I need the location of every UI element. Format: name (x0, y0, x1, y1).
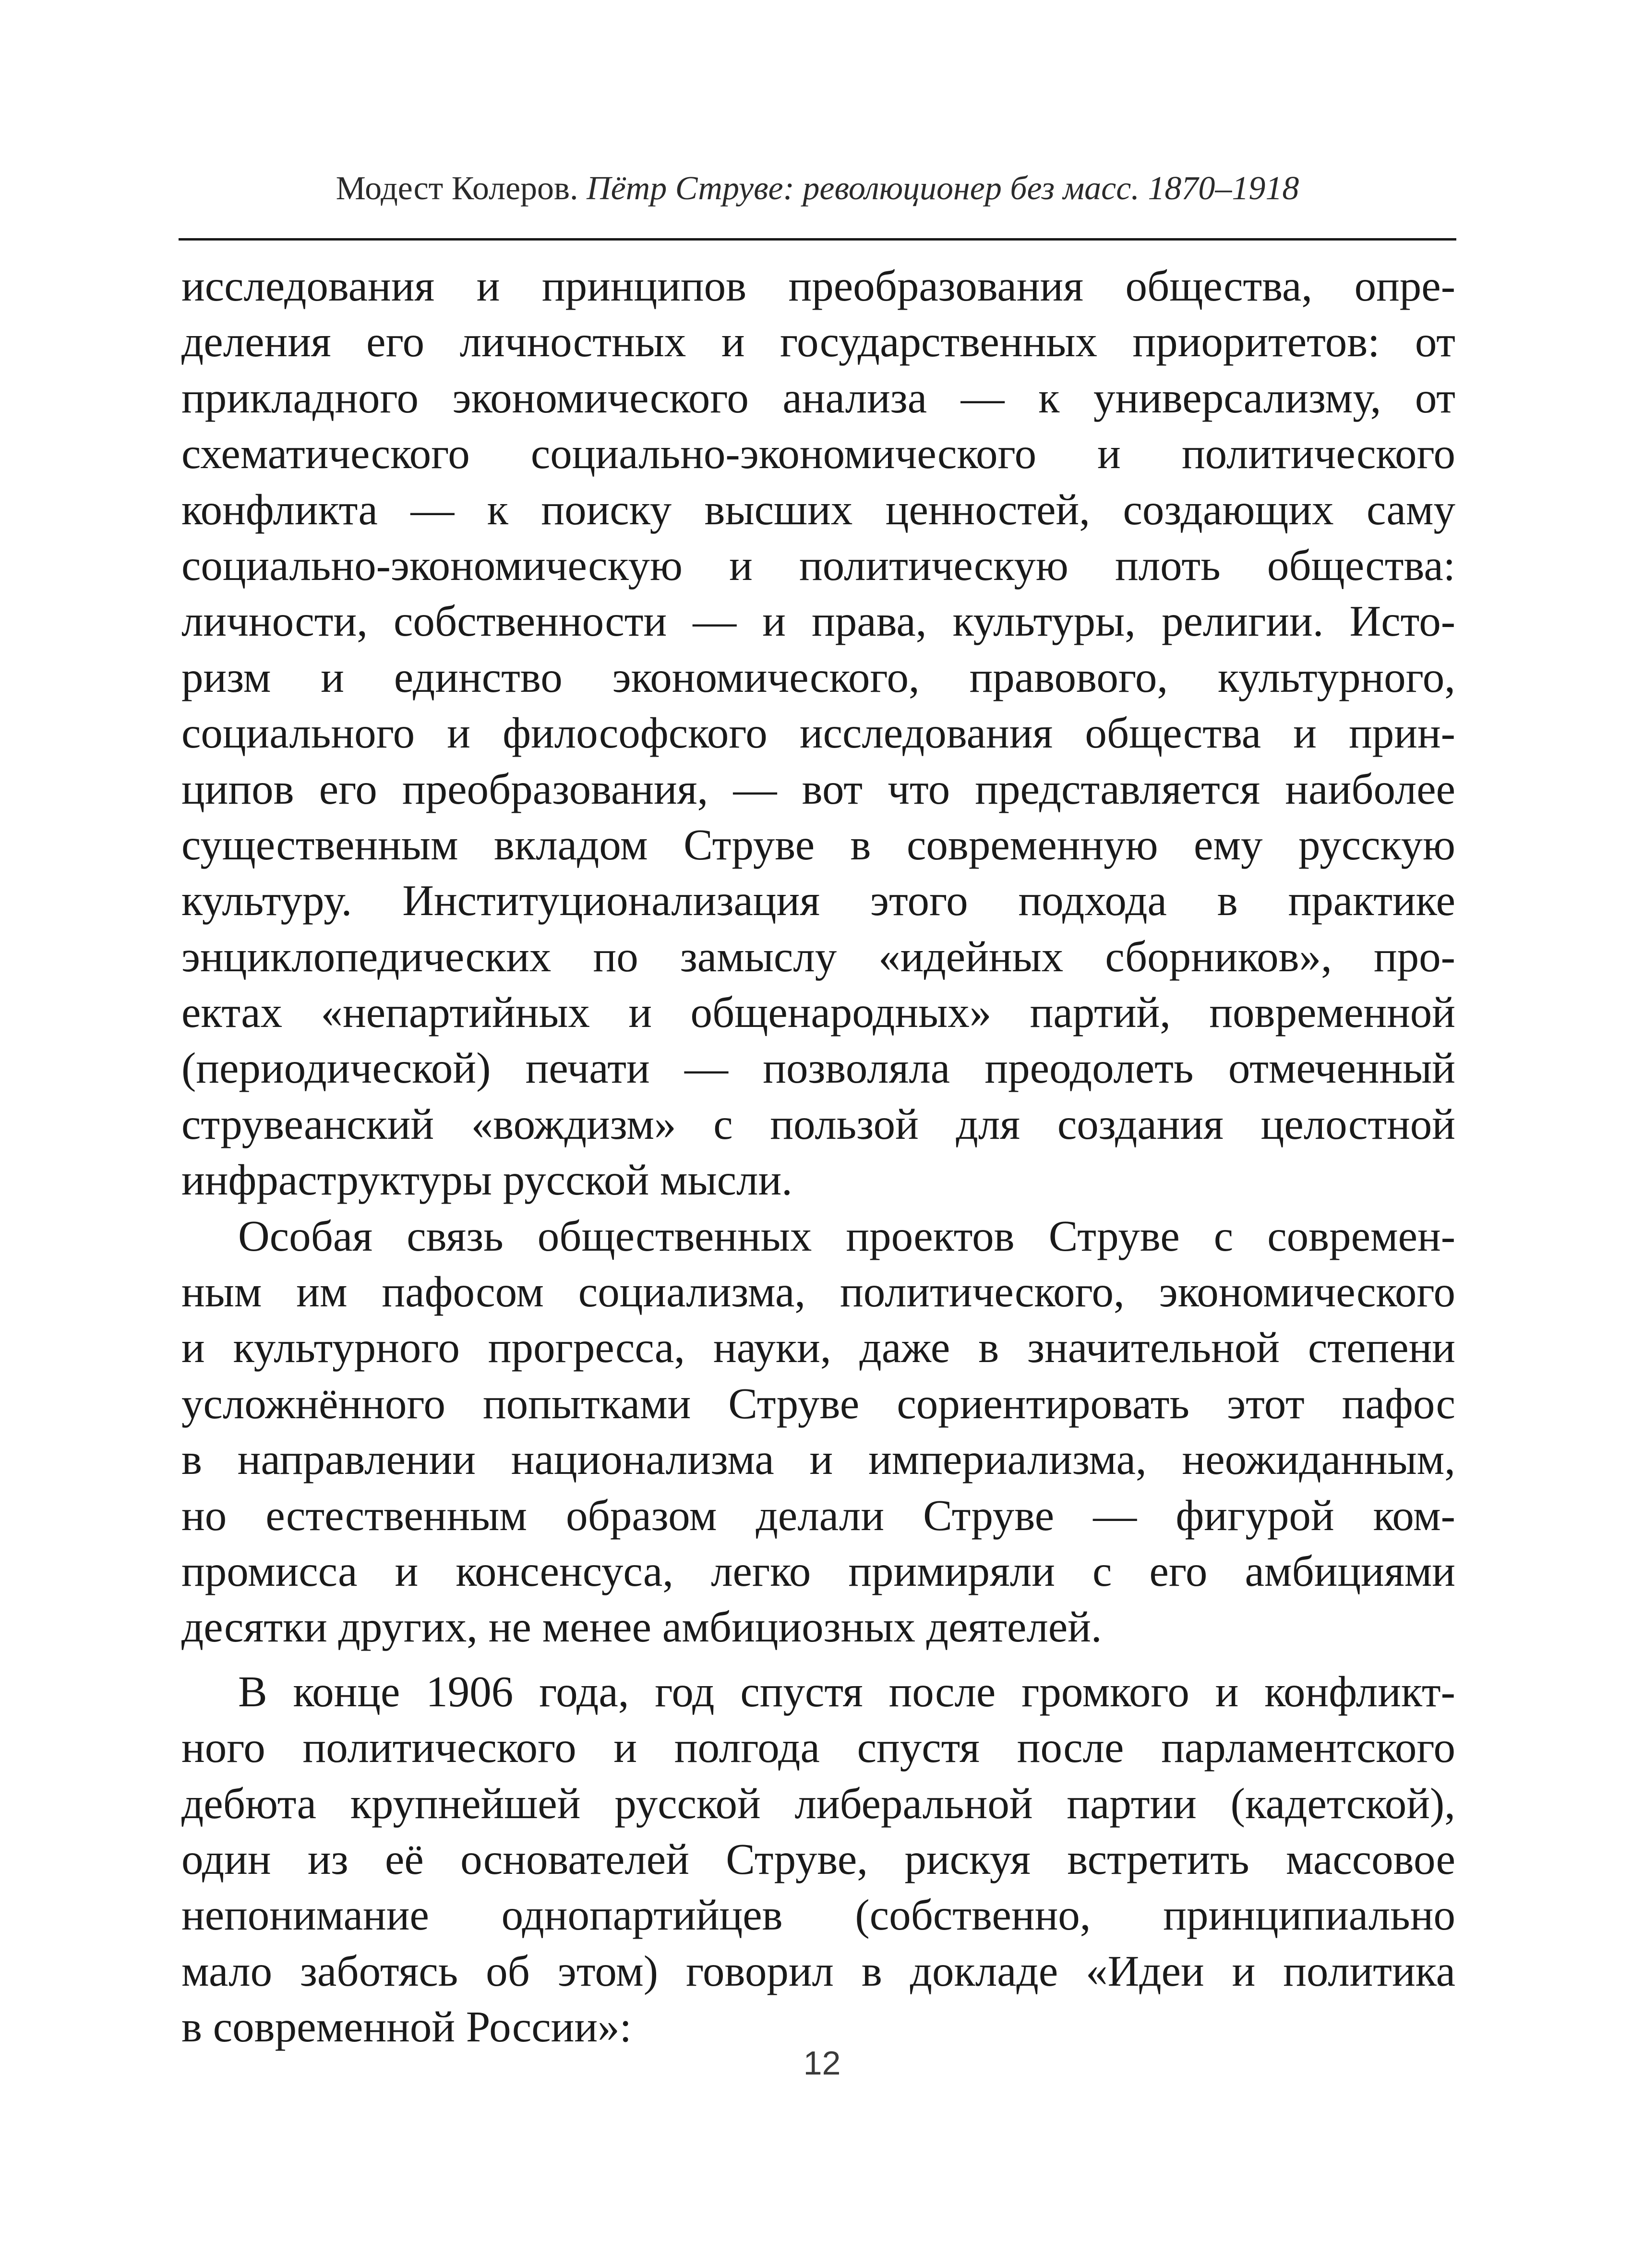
text-line: в направлении национализма и империализма, неожиданным, (181, 1435, 1455, 1484)
text-line: ципов его преобразования, — вот что представляется наиболее (181, 764, 1455, 813)
text-line: мало заботясь об этом) говорил в докладе «Идеи и политика (181, 1946, 1455, 1995)
text-line: конфликта — к поиску высших ценностей, создающих саму (181, 485, 1455, 534)
text-line: в современной России»: (181, 2003, 632, 2051)
body-text (181, 258, 1455, 2055)
text-line: непонимание однопартийцев (собственно, принципиально (181, 1891, 1455, 1940)
text-line: инфраструктуры русской мысли. (181, 1156, 792, 1205)
text-line: но естественным образом делали Струве — фигурой ком- (181, 1491, 1455, 1540)
text-line: ным им пафосом социализма, политического, экономического (181, 1267, 1455, 1316)
text-line: десятки других, не менее амбициозных деятелей. (181, 1603, 1102, 1652)
header-author: Модест Колеров. (336, 170, 578, 207)
page-number: 12 (803, 2044, 841, 2082)
text-line: и культурного прогресса, науки, даже в значительной степени (181, 1323, 1455, 1372)
text-line: усложнённого попытками Струве сориентировать этот пафос (181, 1379, 1455, 1428)
text-line: энциклопедических по замыслу «идейных сборников», про- (181, 932, 1455, 981)
text-line: культуру. Институционализация этого подхода в практике (181, 876, 1455, 925)
text-line: В конце 1906 года, год спустя после громкого и конфликт- (238, 1667, 1455, 1716)
text-line: (периодической) печати — позволяла преодолеть отмеченный (181, 1044, 1455, 1093)
text-line: ектах «непартийных и общенародных» партий, повременной (181, 988, 1455, 1037)
text-line: схематического социально-экономического и политического (181, 429, 1455, 478)
text-line: личности, собственности — и права, культуры, религии. Исто- (181, 597, 1455, 646)
text-line: социально-экономическую и политическую плоть общества: (181, 541, 1455, 590)
paragraph-1 (181, 258, 1455, 1208)
text-line: прикладного экономического анализа — к универсализму, от (181, 373, 1455, 422)
text-line: исследования и принципов преобразования общества, опре- (181, 262, 1455, 310)
text-line: ного политического и полгода спустя после парламентского (181, 1723, 1455, 1772)
header-rule (179, 238, 1456, 241)
text-line: дебюта крупнейшей русской либеральной партии (кадетской), (181, 1779, 1455, 1828)
text-line: струвеанский «вождизм» с пользой для создания целостной (181, 1099, 1455, 1148)
text-line: существенным вкладом Струве в современную ему русскую (181, 820, 1455, 869)
header-title: Пётр Струве: революционер без масс. 1870–1918 (587, 170, 1299, 207)
paragraph-2 (181, 1208, 1455, 1655)
running-header (181, 167, 1453, 210)
text-line: ризм и единство экономического, правового, культурного, (181, 652, 1455, 701)
text-line: социального и философского исследования общества и прин- (181, 709, 1455, 758)
text-line: один из её основателей Струве, рискуя встретить массовое (181, 1834, 1455, 1883)
text-line: деления его личностных и государственных приоритетов: от (181, 317, 1455, 366)
text-line: Особая связь общественных проектов Струве с современ- (238, 1211, 1455, 1260)
text-line: промисса и консенсуса, легко примиряли с его амбициями (181, 1546, 1455, 1595)
paragraph-3 (181, 1664, 1455, 2055)
